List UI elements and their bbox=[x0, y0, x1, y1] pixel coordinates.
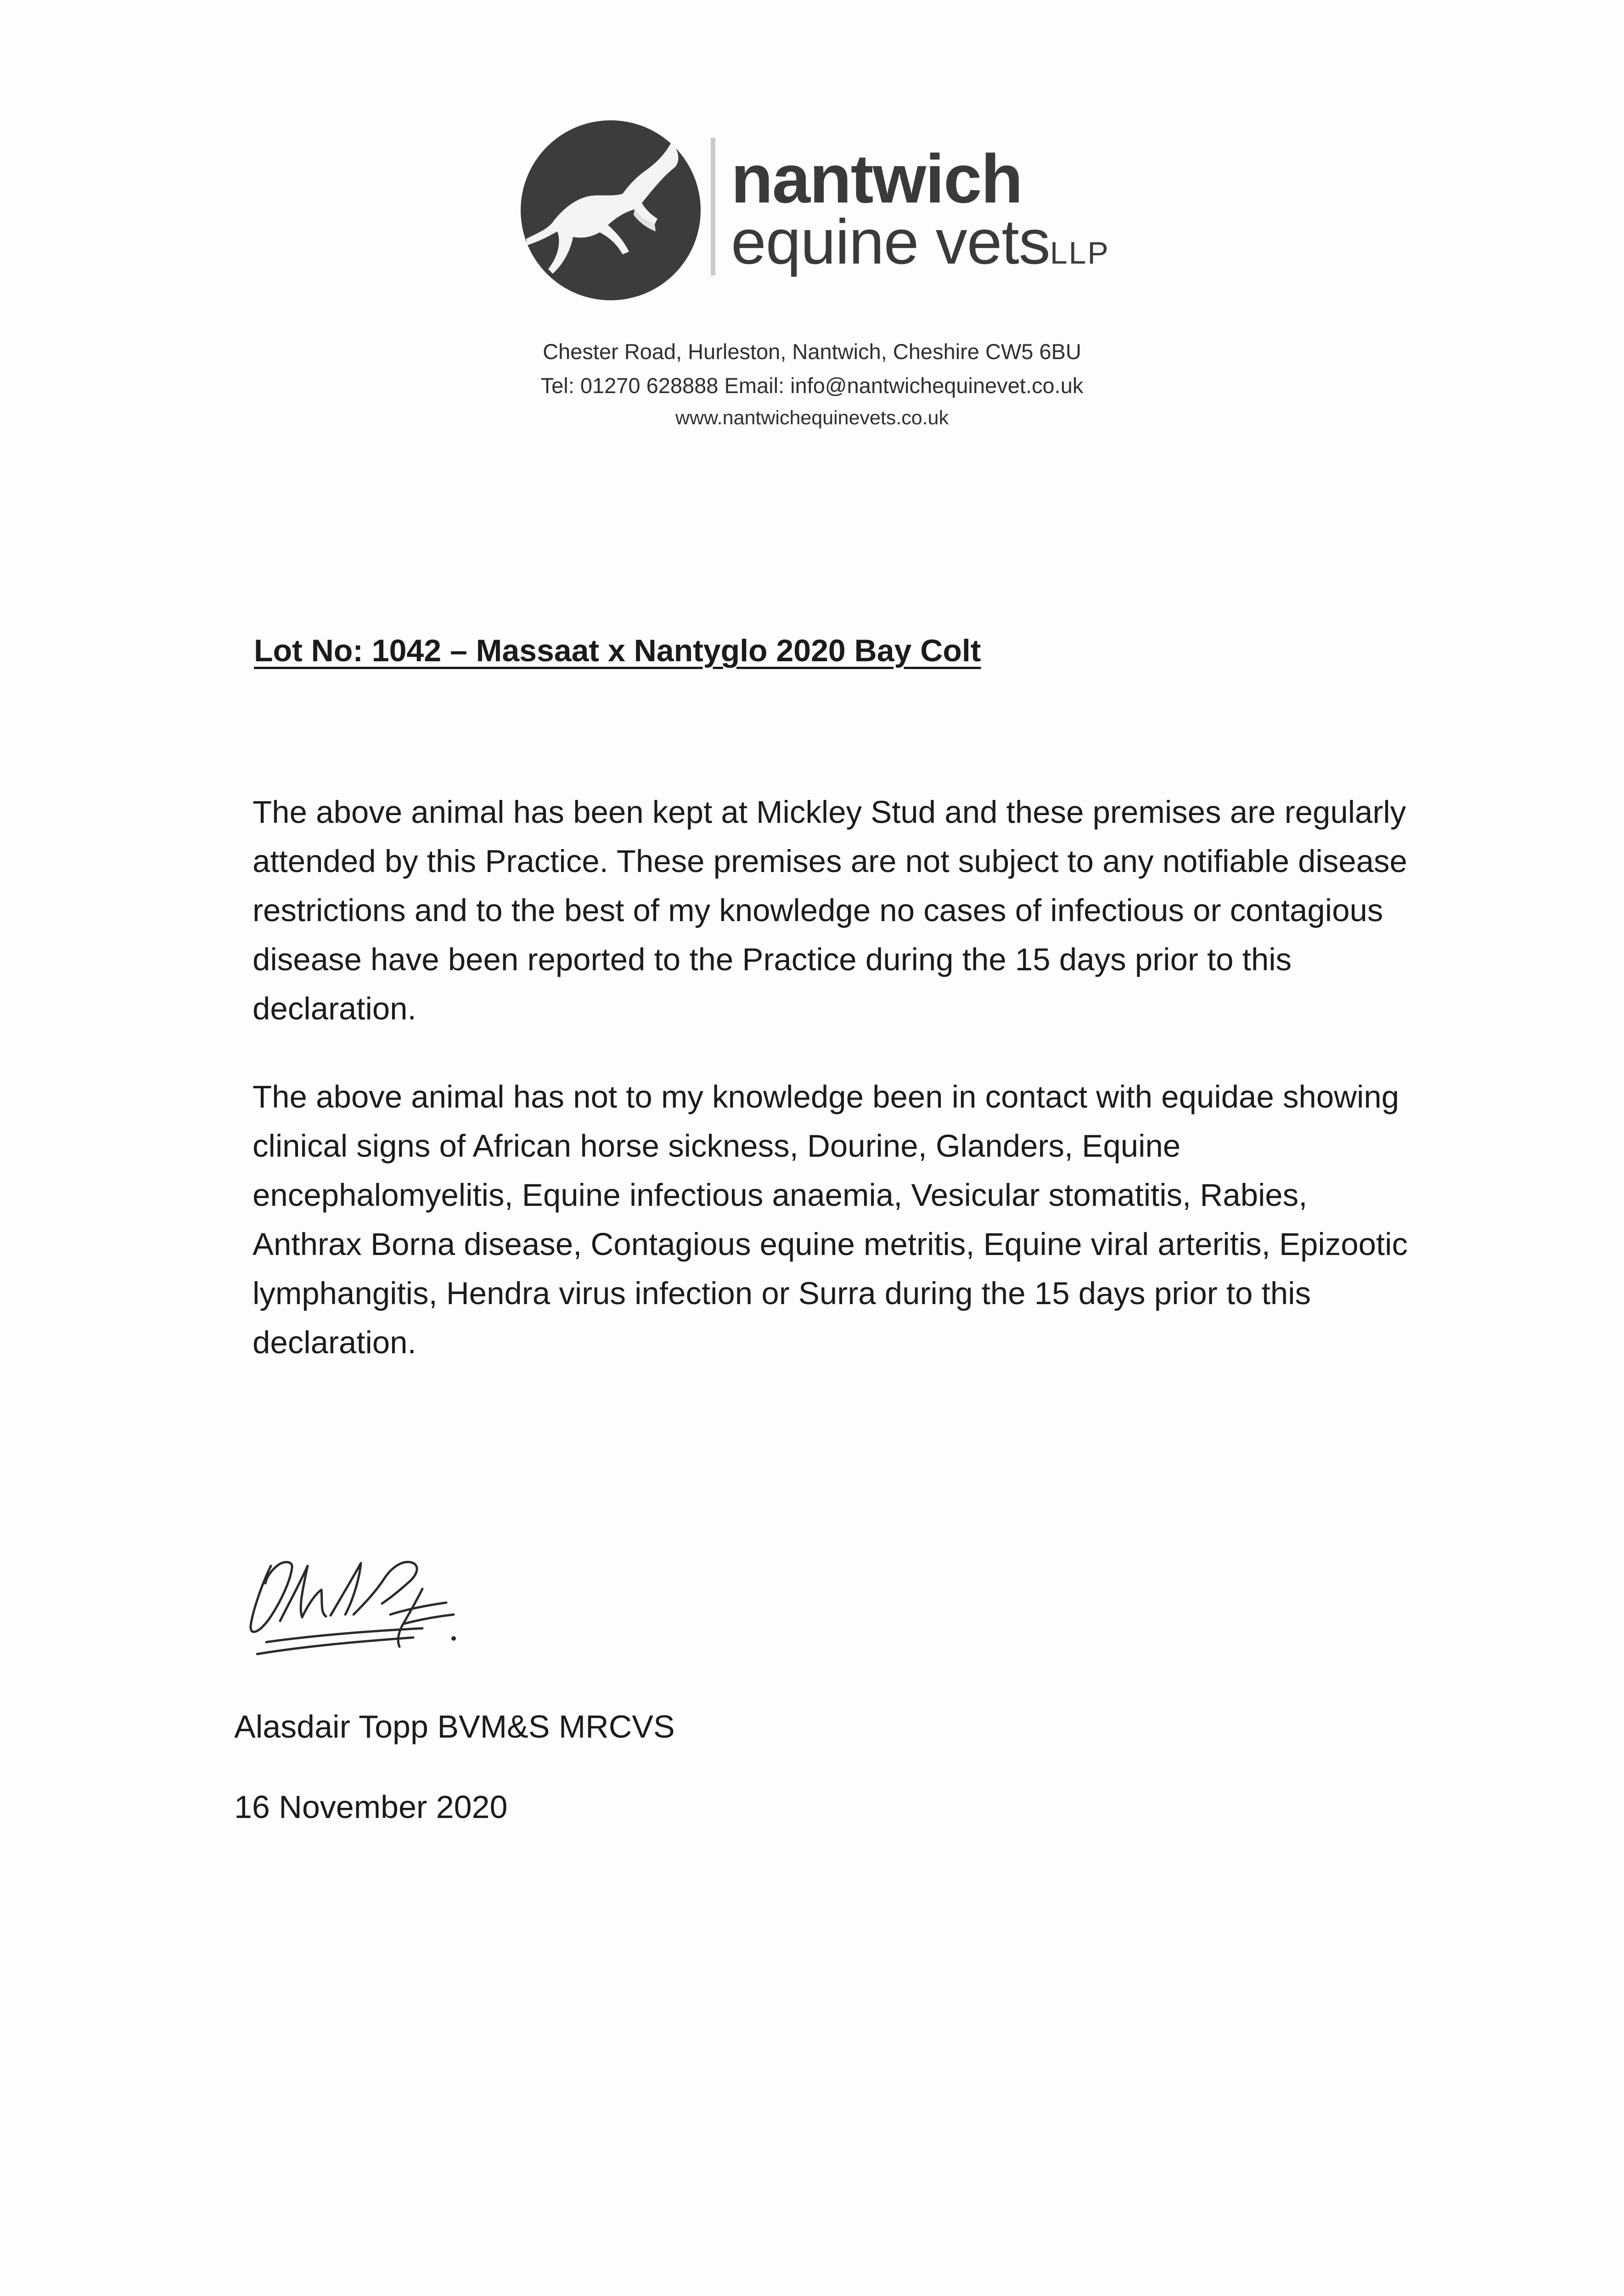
practice-address: Chester Road, Hurleston, Nantwich, Cheshire CW5 6BU bbox=[543, 339, 1081, 364]
practice-contact: Tel: 01270 628888 Email: info@nantwichequinevet.co.uk bbox=[540, 373, 1084, 398]
signature bbox=[239, 1534, 533, 1671]
practice-subtitle-text: equine vets bbox=[731, 207, 1050, 277]
practice-subtitle bbox=[731, 207, 1110, 277]
practice-website: www.nantwichequinevets.co.uk bbox=[675, 407, 949, 429]
lot-heading: Lot No: 1042 – Massaat x Nantyglo 2020 Bay Colt bbox=[254, 633, 981, 668]
signatory-name: Alasdair Topp BVM&S MRCVS bbox=[234, 1709, 675, 1745]
declaration-paragraph-2: The above animal has not to my knowledge been in contact with equidae showing clinical signs of African horse sickness, Dourine, Glanders, Equine encephalomyelitis, Equine infectious anaemia, Vesicular stomatitis, Rabies, Anthrax Borna disease, Contagious equine metritis, Equine viral arteritis, Epizootic lymphangitis, Hendra virus infection or Surra during the 15 days prior to this declaration. bbox=[253, 1079, 1408, 1360]
letterhead-logo bbox=[519, 118, 1162, 302]
logo-divider bbox=[711, 138, 715, 276]
declaration-date: 16 November 2020 bbox=[234, 1789, 508, 1825]
practice-llp: LLP bbox=[1050, 236, 1110, 270]
practice-name: nantwich bbox=[731, 140, 1023, 217]
horse-logo-icon bbox=[519, 118, 702, 302]
declaration-paragraph-1: The above animal has been kept at Mickley Stud and these premises are regularly attended by this Practice. These premises are not subject to any notifiable disease restrictions and to the best of my knowledge no cases of infectious or contagious disease have been reported to the Practice during the 15 days prior to this declaration. bbox=[253, 794, 1407, 1026]
